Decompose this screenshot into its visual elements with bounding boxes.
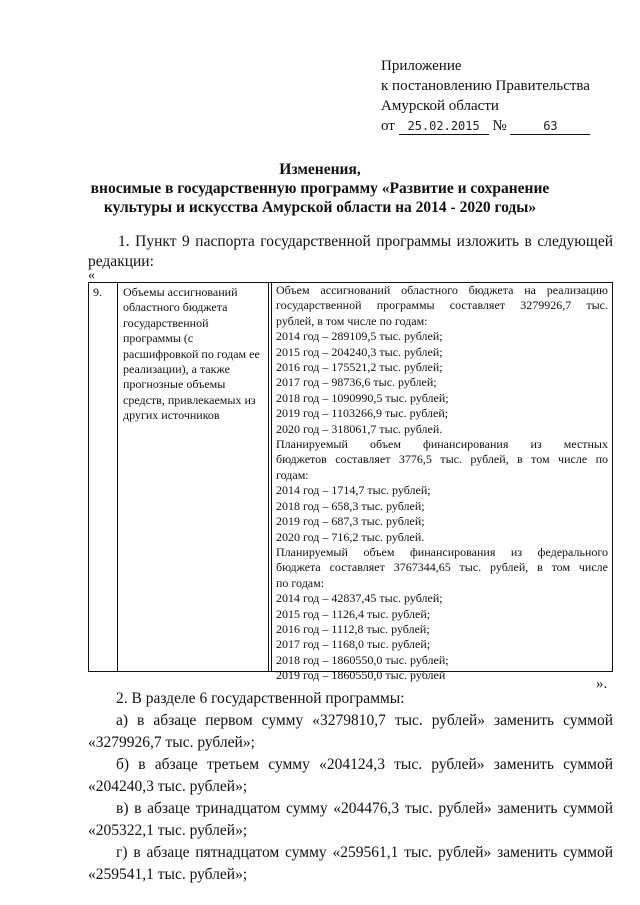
federal-line-1: Планируемый объем финансирования из федерального xyxy=(276,544,608,559)
row-number: 9. xyxy=(93,285,102,299)
row-name: Объемы ассигнований областного бюджета государственной программы (с расшифровкой по годам ее реализации), а также прогнозные объемы средств, привлекаемых из других источников xyxy=(123,285,260,423)
title-line-2: вносимые в государственную программу «Развитие и сохранение xyxy=(90,180,550,197)
local-year: 2018 год – 658,3 тыс. рублей; xyxy=(276,498,425,513)
regional-line-3: рублей, в том числе по годам: xyxy=(276,313,428,328)
document-title xyxy=(40,160,600,217)
local-year: 2020 год – 716,2 тыс. рублей. xyxy=(276,529,425,544)
federal-line-3: по годам: xyxy=(276,575,325,590)
title-line-1: Изменения, xyxy=(279,161,361,178)
close-quote: ». xyxy=(596,676,608,692)
item-a-line-2: «3279926,7 тыс. рублей»; xyxy=(88,734,255,751)
federal-year: 2014 год – 42837,45 тыс. рублей; xyxy=(276,591,443,606)
item-b-line-1: б) в абзаце третьем сумму «204124,3 тыс. рублей» заменить суммой xyxy=(116,756,613,773)
federal-year: 2015 год – 1126,4 тыс. рублей; xyxy=(276,606,431,621)
federal-year: 2017 год – 1168,0 тыс. рублей; xyxy=(276,637,431,652)
title-line-3: культуры и искусства Амурской области на 2014 - 2020 годы» xyxy=(103,199,537,216)
item-d-line-1: г) в абзаце пятнадцатом сумму «259561,1 тыс. рублей» заменить суммой xyxy=(116,844,613,861)
number-label: № xyxy=(492,118,507,134)
federal-year: 2018 год – 1860550,0 тыс. рублей; xyxy=(276,652,449,667)
passport-table xyxy=(88,282,613,683)
regional-year: 2019 год – 1103266,9 тыс. рублей; xyxy=(276,406,449,421)
appendix-title: Приложение xyxy=(381,58,462,74)
regional-year: 2020 год – 318061,7 тыс. рублей. xyxy=(276,421,443,436)
local-line-2: бюджетов составляет 3776,5 тыс. рублей, в том числе по xyxy=(276,452,608,467)
table-divider xyxy=(271,283,272,671)
local-year: 2014 год – 1714,7 тыс. рублей; xyxy=(276,483,431,498)
section-2-heading: 2. В разделе 6 государственной программы: xyxy=(116,690,405,707)
regional-year: 2017 год – 98736,6 тыс. рублей; xyxy=(276,375,437,390)
item-c-line-1: в) в абзаце тринадцатом сумму «204476,3 тыс. рублей» заменить суммой xyxy=(116,800,613,817)
appendix-dateline xyxy=(381,116,621,136)
intro-line-2: редакции: xyxy=(88,253,154,270)
resolution-date: 25.02.2015 xyxy=(399,118,489,135)
item-a-line-1: а) в абзаце первом сумму «3279810,7 тыс. рублей» заменить суммой xyxy=(116,712,613,729)
local-line-3: годам: xyxy=(276,467,309,482)
from-label: от xyxy=(381,118,395,134)
appendix-region: Амурской области xyxy=(381,98,499,114)
intro-line-1: 1. Пункт 9 паспорта государственной программы изложить в следующей xyxy=(118,233,613,250)
federal-line-2: бюджета составляет 3767344,65 тыс. рублей, в том числе xyxy=(276,560,608,575)
item-c-line-2: «205322,1 тыс. рублей»; xyxy=(88,822,248,839)
regional-line-2: государственной программы составляет 3279926,7 тыс. xyxy=(276,298,608,313)
local-year: 2019 год – 687,3 тыс. рублей; xyxy=(276,514,425,529)
regional-year: 2016 год – 175521,2 тыс. рублей; xyxy=(276,360,443,375)
table-divider xyxy=(117,283,118,671)
section-2 xyxy=(88,688,613,886)
open-quote: « xyxy=(88,268,95,283)
appendix-resolution: к постановлению Правительства xyxy=(381,78,590,94)
regional-line-1: Объем ассигнований областного бюджета на реализацию xyxy=(276,283,608,297)
table-divider xyxy=(268,283,269,671)
federal-year: 2019 год – 1860550,0 тыс. рублей xyxy=(276,668,446,683)
resolution-number: 63 xyxy=(510,118,590,135)
row-description xyxy=(276,283,608,684)
federal-year: 2016 год – 1112,8 тыс. рублей; xyxy=(276,621,430,636)
item-d-line-2: «259541,1 тыс. рублей»; xyxy=(88,866,248,883)
regional-year: 2018 год – 1090990,5 тыс. рублей; xyxy=(276,390,449,405)
regional-year: 2015 год – 204240,3 тыс. рублей; xyxy=(276,344,443,359)
appendix-block xyxy=(381,56,621,136)
regional-year: 2014 год – 289109,5 тыс. рублей; xyxy=(276,329,443,344)
local-line-1: Планируемый объем финансирования из местных xyxy=(276,437,608,452)
item-b-line-2: «204240,3 тыс. рублей»; xyxy=(88,778,248,795)
